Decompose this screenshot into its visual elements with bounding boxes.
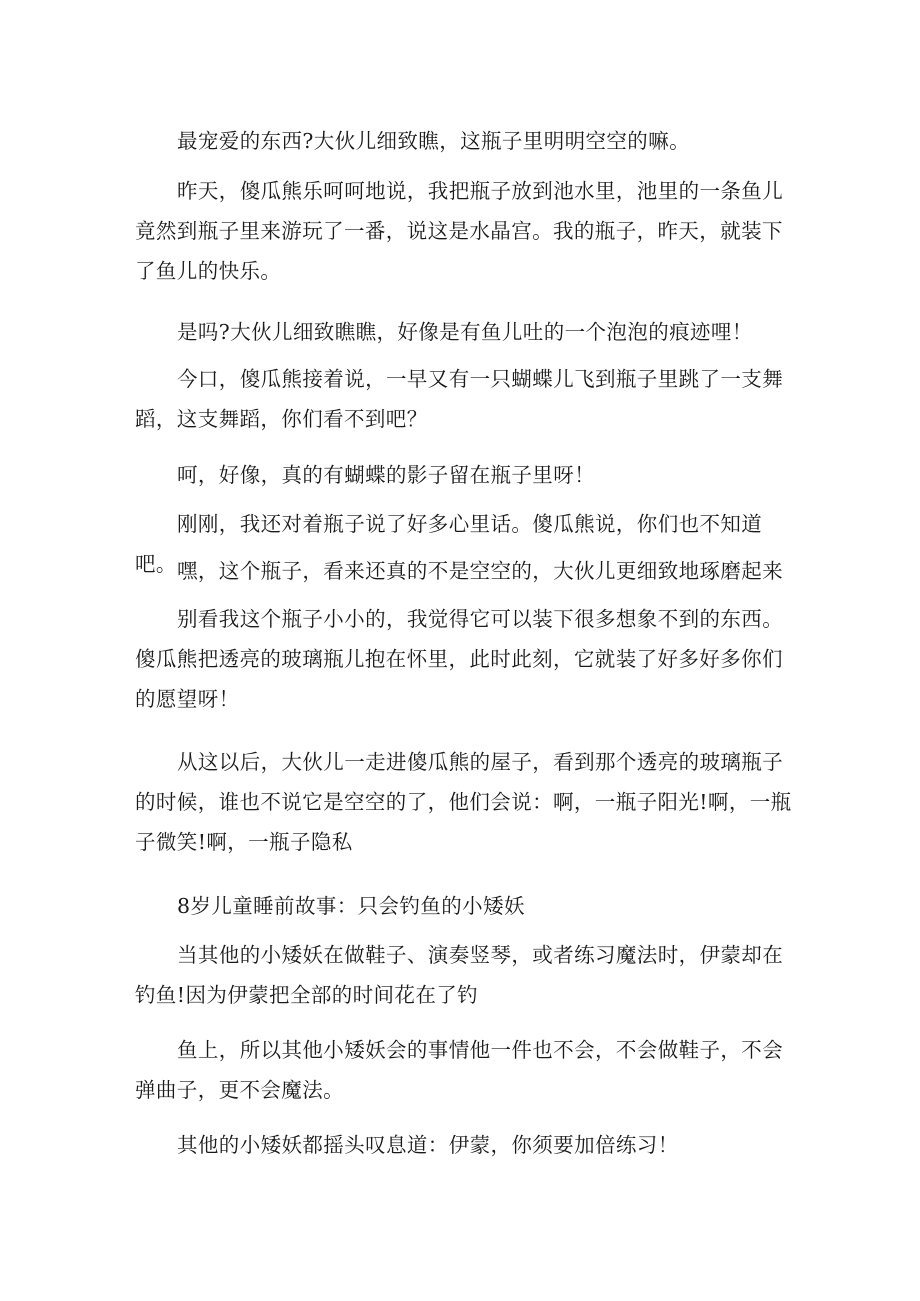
paragraph-6: 刚刚，我还对着瓶子说了好多心里话。傻瓜熊说，你们也不知道吧。	[135, 512, 763, 576]
section-title: 8岁儿童睡前故事：只会钓鱼的小矮妖	[177, 894, 525, 918]
paragraph-3: 是吗?大伙儿细致瞧瞧，好像是有鱼儿吐的一个泡泡的痕迹哩！	[177, 320, 753, 344]
paragraph-8: 别看我这个瓶子小小的，我觉得它可以装下很多想象不到的东西。傻瓜熊把透亮的玻璃瓶儿抱在怀里，此时此刻，它就装了好多好多你们的愿望呀！	[135, 607, 784, 711]
paragraph-10: 当其他的小矮妖在做鞋子、演奏竖琴，或者练习魔法时，伊蒙却在钓鱼!因为伊蒙把全部的时间花在了钓	[135, 943, 784, 1007]
paragraph-1: 最宠爱的东西?大伙儿细致瞧，这瓶子里明明空空的嘛。	[177, 129, 690, 153]
paragraph-11: 鱼上，所以其他小矮妖会的事情他一件也不会，不会做鞋子，不会弹曲子，更不会魔法。	[135, 1038, 784, 1102]
paragraph-9: 从这以后，大伙儿一走进傻瓜熊的屋子，看到那个透亮的玻璃瓶子的时候，谁也不说它是空空的了，他们会说：啊，一瓶子阳光!啊，一瓶子微笑!啊，一瓶子隐私	[135, 750, 792, 854]
paragraph-12: 其他的小矮妖都摇头叹息道：伊蒙，你须要加倍练习！	[177, 1133, 679, 1157]
paragraph-2: 昨天，傻瓜熊乐呵呵地说，我把瓶子放到池水里，池里的一条鱼儿竟然到瓶子里来游玩了一番，说这是水晶宫。我的瓶子，昨天，就装下了鱼儿的快乐。	[135, 179, 784, 283]
paragraph-7: 嘿，这个瓶子，看来还真的不是空空的，大伙儿更细致地琢磨起来	[177, 559, 784, 583]
paragraph-4: 今口，傻瓜熊接着说，一早又有一只蝴蝶儿飞到瓶子里跳了一支舞蹈，这支舞蹈，你们看不到吧？	[135, 367, 784, 431]
paragraph-5: 呵，好像，真的有蝴蝶的影子留在瓶子里呀！	[177, 463, 595, 487]
